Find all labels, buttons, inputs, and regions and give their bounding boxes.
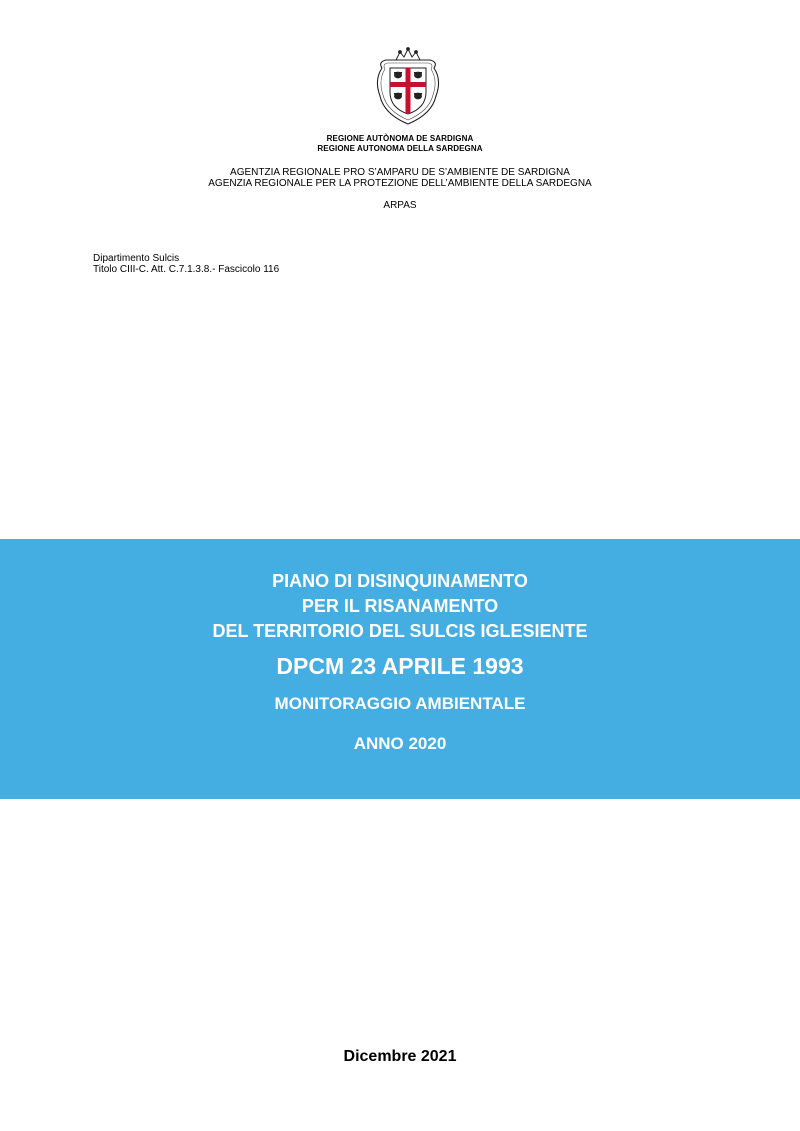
file-reference: Titolo CIII-C. Att. C.7.1.3.8.- Fascicolo 116 bbox=[93, 264, 280, 275]
title-band bbox=[0, 539, 800, 799]
decree-title: DPCM 23 APRILE 1993 bbox=[276, 653, 524, 679]
publication-date: Dicembre 2021 bbox=[343, 1048, 457, 1065]
title-line-3: DEL TERRITORIO DEL SULCIS IGLESIENTE bbox=[212, 621, 588, 641]
agency-name-sardinian: AGENTZIA REGIONALE PRO S’AMPARU DE S’AMBIENTE DE SARDIGNA bbox=[230, 167, 570, 178]
title-line-2: PER IL RISANAMENTO bbox=[301, 596, 499, 616]
title-line-1: PIANO DI DISINQUINAMENTO bbox=[272, 571, 528, 591]
agency-acronym: ARPAS bbox=[383, 200, 417, 211]
region-name-italian: REGIONE AUTONOMA DELLA SARDEGNA bbox=[317, 144, 483, 153]
sardinia-coat-of-arms-icon bbox=[372, 46, 444, 126]
agency-name-italian: AGENZIA REGIONALE PER LA PROTEZIONE DELL’AMBIENTE DELLA SARDEGNA bbox=[208, 178, 592, 189]
report-year: ANNO 2020 bbox=[353, 734, 447, 753]
region-name-sardinian: REGIONE AUTÒNOMA DE SARDIGNA bbox=[326, 134, 474, 143]
report-subtitle: MONITORAGGIO AMBIENTALE bbox=[274, 694, 526, 713]
department-name: Dipartimento Sulcis bbox=[93, 253, 180, 264]
